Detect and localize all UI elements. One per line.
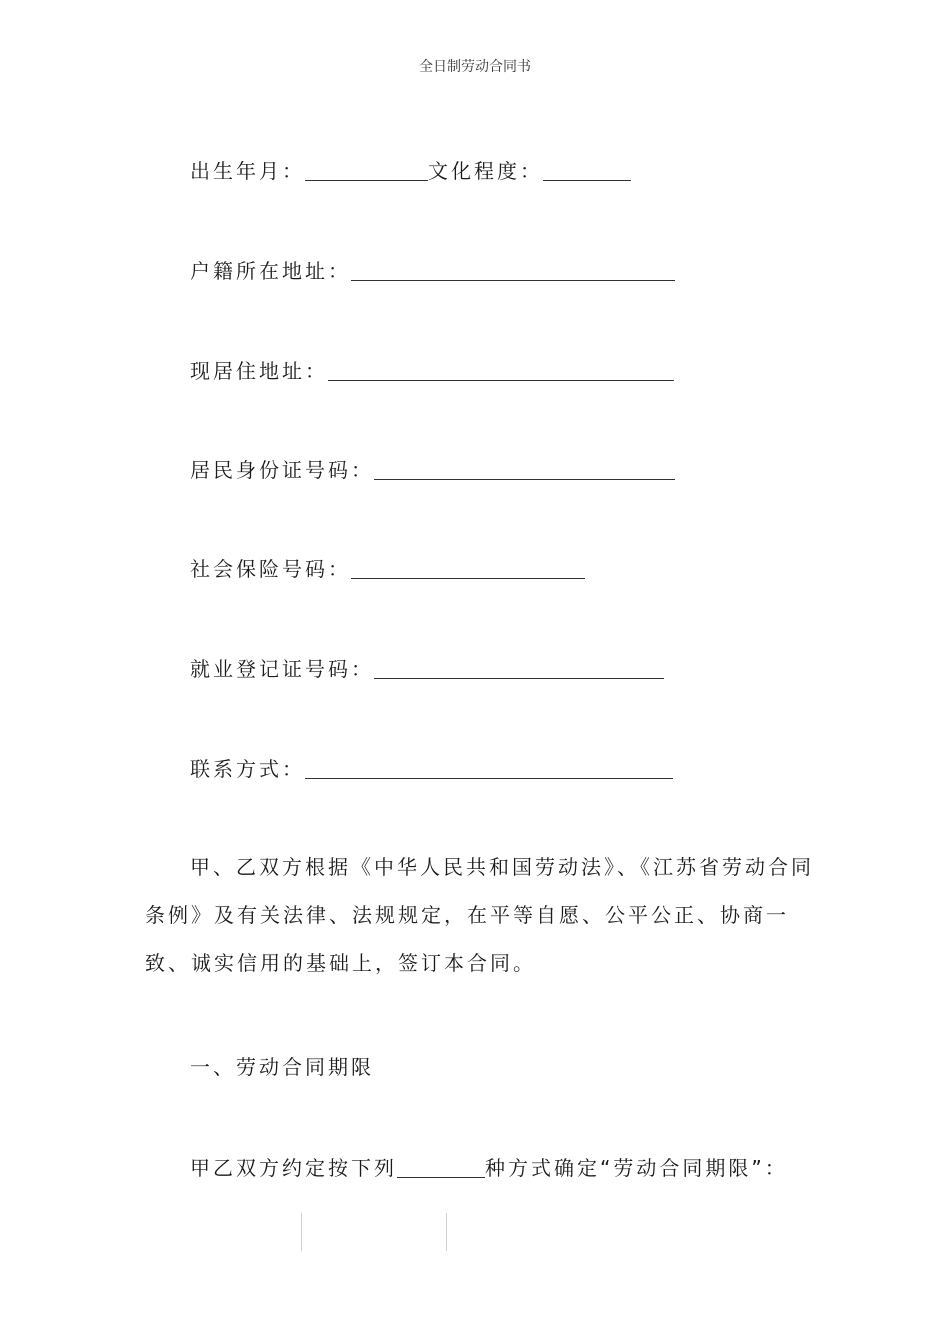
table-border-right [446,1213,447,1251]
hukou-address-blank[interactable] [351,260,675,281]
id-number-row [190,457,675,483]
contact-label: 联系方式： [190,757,305,781]
term-prefix: 甲乙双方约定按下列 [190,1156,397,1180]
employment-reg-label: 就业登记证号码： [190,657,374,681]
social-security-label: 社会保险号码： [190,557,351,581]
contact-row [190,756,673,782]
id-number-blank[interactable] [374,459,675,480]
birth-blank[interactable] [305,160,428,181]
id-number-label: 居民身份证号码： [190,458,374,482]
hukou-address-label: 户籍所在地址： [190,259,351,283]
term-method-row [190,1155,788,1181]
birth-label: 出生年月： [190,159,305,183]
employment-reg-blank[interactable] [374,658,664,679]
social-security-row [190,556,585,582]
term-suffix: 种方式确定“劳动合同期限”： [485,1156,788,1180]
document-header-title: 全日制劳动合同书 [419,59,531,75]
section-1-title: 一、劳动合同期限 [190,1055,374,1079]
current-address-blank[interactable] [328,360,674,381]
term-method-blank[interactable] [397,1157,485,1178]
contact-blank[interactable] [305,758,673,779]
hukou-address-row [190,258,675,284]
current-address-label: 现居住地址： [190,359,328,383]
intro-paragraph: 甲、乙双方根据《中华人民共和国劳动法》、《江苏省劳动合同条例》及有关法律、法规规定，在平等自愿、公平公正、协商一致、诚实信用的基础上，签订本合同。 [145,855,814,975]
birth-education-row [190,158,631,184]
current-address-row [190,358,674,384]
education-label: 文化程度： [428,159,543,183]
employment-reg-row [190,656,664,682]
table-border-left [301,1213,302,1251]
social-security-blank[interactable] [351,558,585,579]
education-blank[interactable] [543,160,631,181]
